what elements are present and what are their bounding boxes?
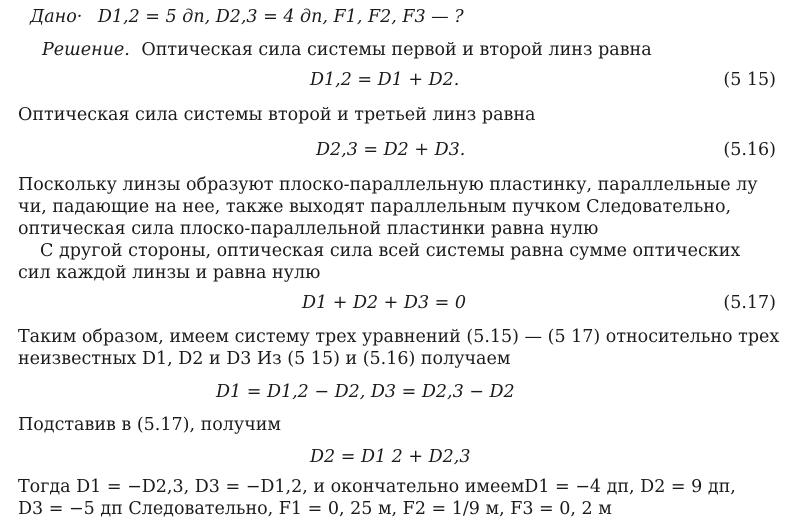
equation-solve: D1 = D1,2 − D2, D3 = D2,3 − D2 xyxy=(216,382,515,402)
paragraph-4-line-2: сил каждой линзы и равна нулю xyxy=(18,263,321,283)
paragraph-2: Оптическая сила системы второй и третьей линз равна xyxy=(18,105,536,125)
paragraph-5-line-1: Таким образом, имеем систему трех уравнений (5.15) — (5 17) относительно трех xyxy=(18,327,780,347)
equation-d2: D2 = D1 2 + D2,3 xyxy=(310,447,471,467)
solution-intro-text: Оптическая сила системы первой и второй линз равна xyxy=(141,40,652,60)
paragraph-3-line-2: чи, падающие на нее, также выходят параллельным пучком Следовательно, xyxy=(18,197,732,217)
equation-5-15: D1,2 = D1 + D2. xyxy=(310,70,460,90)
given-values: D1,2 = 5 дп, D2,3 = 4 дп, F1, F2, F3 — ? xyxy=(97,7,464,27)
equation-number-5-15: (5 15) xyxy=(723,70,776,90)
paragraph-4-line-1: С другой стороны, оптическая сила всей системы равна сумме оптических xyxy=(40,241,741,261)
given-label: Дано· xyxy=(30,7,83,27)
paragraph-5-line-2: неизвестных D1, D2 и D3 Из (5 15) и (5.16) получаем xyxy=(18,349,511,369)
solution-intro-line xyxy=(42,39,652,61)
paragraph-7-line-2: D3 = −5 дп Следовательно, F1 = 0, 25 м, F2 = 1/9 м, F3 = 0, 2 м xyxy=(18,499,612,519)
paragraph-3-line-1: Поскольку линзы образуют плоско-параллельную пластинку, параллельные лу xyxy=(18,175,758,195)
paragraph-6: Подставив в (5.17), получим xyxy=(18,415,282,435)
equation-number-5-17: (5.17) xyxy=(723,293,776,313)
solution-label: Решение. xyxy=(42,40,130,60)
equation-number-5-16: (5.16) xyxy=(723,140,776,160)
equation-5-17: D1 + D2 + D3 = 0 xyxy=(302,293,466,313)
equation-5-16: D2,3 = D2 + D3. xyxy=(316,140,466,160)
paragraph-3-line-3: оптическая сила плоско-параллельной пластинки равна нулю xyxy=(18,219,599,239)
paragraph-7-line-1: Тогда D1 = −D2,3, D3 = −D1,2, и окончательно имеемD1 = −4 дп, D2 = 9 дп, xyxy=(18,477,736,497)
given-line xyxy=(30,6,464,28)
